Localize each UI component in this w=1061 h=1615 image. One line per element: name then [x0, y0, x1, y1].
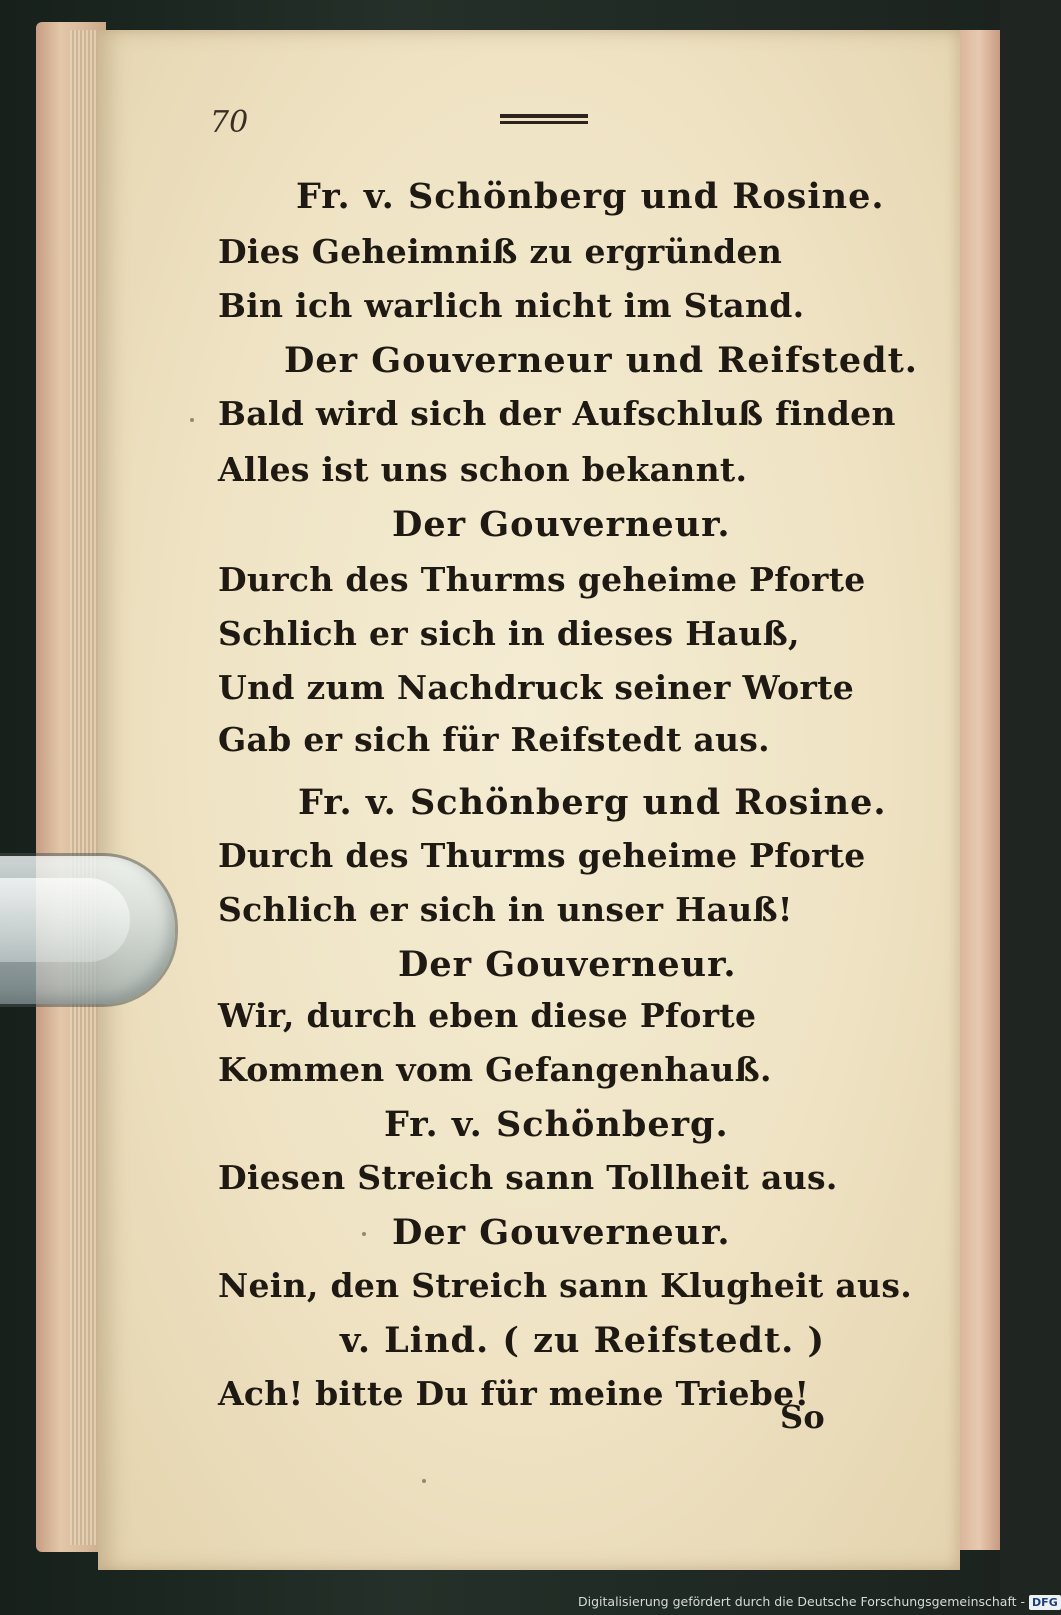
verse-line: Bald wird sich der Aufschluß finden — [218, 394, 896, 433]
glass-page-weight — [0, 856, 175, 1004]
verse-line: Durch des Thurms geheime Pforte — [218, 560, 866, 599]
speaker-heading: Der Gouverneur. — [398, 944, 737, 985]
next-page-edge — [958, 30, 1000, 1550]
paper-speck — [422, 1479, 426, 1483]
verse-line: Nein, den Streich sann Klugheit aus. — [218, 1266, 913, 1305]
verse-line: Dies Geheimniß zu ergründen — [218, 232, 783, 271]
header-rule — [500, 114, 588, 128]
verse-line: Ach! bitte Du für meine Triebe! — [218, 1374, 810, 1413]
verse-line: Schlich er sich in unser Hauß! — [218, 890, 793, 929]
book-page-edge-lines — [70, 30, 98, 1545]
digitization-footer — [578, 1594, 1061, 1614]
speaker-heading: v. Lind. ( zu Reifstedt. ) — [340, 1320, 826, 1361]
verse-line: Schlich er sich in dieses Hauß, — [218, 614, 800, 653]
paper-speck — [362, 1232, 366, 1236]
verse-line: Durch des Thurms geheime Pforte — [218, 836, 866, 875]
verse-line: Wir, durch eben diese Pforte — [218, 996, 757, 1035]
glass-page-weight-highlight — [0, 878, 130, 962]
verse-line: Und zum Nachdruck seiner Worte — [218, 668, 854, 707]
page-number: 70 — [210, 105, 249, 140]
dfg-logo: DFG — [1029, 1595, 1061, 1610]
paper-speck — [190, 418, 194, 422]
verse-line: Kommen vom Gefangenhauß. — [218, 1050, 772, 1089]
speaker-heading: Fr. v. Schönberg und Rosine. — [296, 176, 885, 217]
verse-line: Diesen Streich sann Tollheit aus. — [218, 1158, 838, 1197]
speaker-heading: Fr. v. Schönberg und Rosine. — [298, 782, 887, 823]
speaker-heading: Der Gouverneur. — [392, 504, 731, 545]
footer-text: Digitalisierung gefördert durch die Deutsche Forschungsgemeinschaft - — [578, 1594, 1026, 1609]
verse-line: Alles ist uns schon bekannt. — [218, 450, 748, 489]
catchword: So — [780, 1398, 826, 1436]
verse-line: Gab er sich für Reifstedt aus. — [218, 720, 770, 759]
speaker-heading: Der Gouverneur. — [392, 1212, 731, 1253]
verse-line: Bin ich warlich nicht im Stand. — [218, 286, 805, 325]
speaker-heading: Der Gouverneur und Reifstedt. — [284, 340, 918, 381]
speaker-heading: Fr. v. Schönberg. — [384, 1104, 729, 1145]
